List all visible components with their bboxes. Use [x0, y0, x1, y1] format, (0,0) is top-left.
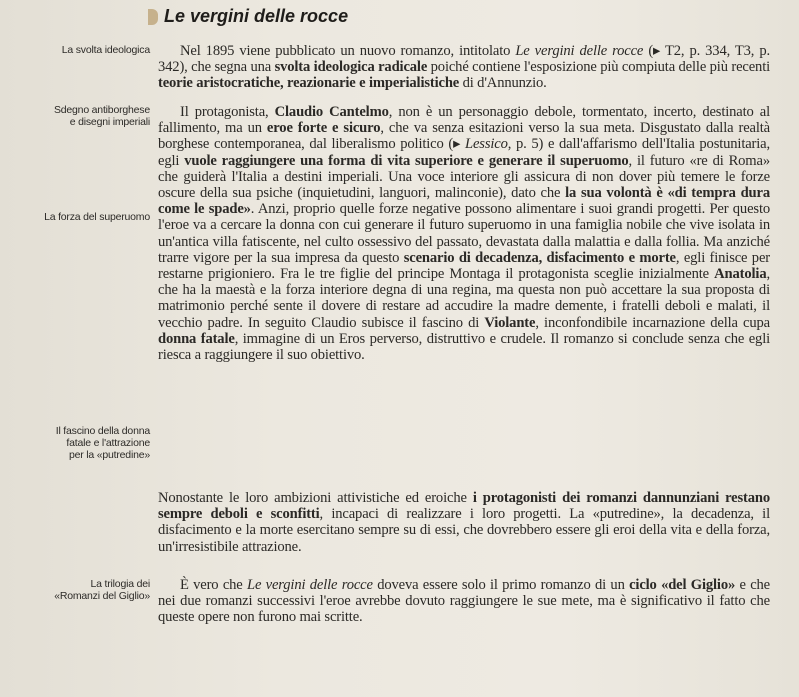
text-run: , che va senza esitazioni verso la sua meta. Disgustato dalla realtà borghese contemporanea, dal liberalismo politico (▸ — [158, 120, 770, 153]
side-note-line: Sdegno antiborghese — [53, 104, 150, 116]
key-concept: svolta ideologica radicale — [274, 59, 428, 76]
key-concept: vuole raggiungere una forma di vita superiore e generare il superuomo — [184, 152, 629, 169]
key-concept: teorie aristocratiche, reazionarie e imperialistiche — [158, 75, 460, 92]
side-note-trilogia — [32, 578, 150, 602]
paragraph-svolta — [158, 43, 770, 92]
text-run: . Anzi, proprio quelle forze negative possono alimentare i suoi grandi progetti. Per questo l'eroe va a cercare la donna con cui generare il futuro superuomo in una famiglia nobile che vive isolata in un'antica villa fatiscente, nel culto ossessivo del passato, devastata dalla malattia e dalla follia. Ma anziché trarre vigore per la sua impresa da questo — [158, 201, 770, 266]
text-run: , p. 5) e dall'affarismo dell'Italia postunitaria, egli — [158, 136, 770, 169]
section-title: Le vergini delle rocce — [164, 6, 349, 26]
side-note-svolta — [32, 44, 150, 56]
side-note-line: fatale e l'attrazione — [66, 437, 150, 449]
key-concept: i protagonisti dei romanzi dannunziani restano sempre deboli e sconfitti — [158, 490, 770, 523]
key-concept: ciclo «del Giglio» — [629, 577, 736, 593]
text-run: poiché contiene l'esposizione più compiuta delle più recenti — [427, 59, 771, 76]
text-run: , immagine di un Eros perverso, distruttivo e crudele. Il romanzo si conclude senza che egli riesca a raggiungere il suo obiettivo. — [158, 330, 771, 364]
key-concept: Violante — [484, 314, 536, 331]
heading-marker-icon — [148, 9, 158, 25]
side-note-line: La svolta ideologica — [61, 44, 150, 56]
text-run: , che ha la maestà e la forza interiore degna di una regina, ma questa non può accettare la sua proposta di matrimonio perché sente il dovere di restare ad accudire la madre demente, i fratelli deboli e malati, il vecchio padre. In seguito Claudio subisce il fascino di — [158, 266, 770, 331]
key-concept: la sua volontà è «di tempra dura come le spade» — [158, 185, 770, 218]
paragraph-trilogia — [158, 577, 770, 626]
text-run: Nonostante le loro ambizioni attivistiche ed eroiche — [158, 490, 473, 506]
book-title: Le vergini delle rocce — [515, 43, 644, 59]
side-note-superuomo — [32, 211, 150, 223]
paragraph-protagonista — [158, 104, 770, 363]
text-run: È vero che — [180, 577, 247, 593]
key-concept: donna fatale — [158, 330, 235, 347]
book-title: Le vergini delle rocce — [246, 577, 373, 593]
side-note-line: per la «putredine» — [68, 449, 150, 461]
text-run: e che nei due romanzi successivi l'eroe avrebbe dovuto raggiungere le sue mete, ma è significativo il fatto che queste opere non furono mai scritte. — [158, 577, 770, 626]
text-run: di d'Annunzio. — [459, 75, 547, 92]
side-note-line: Il fascino della donna — [55, 425, 150, 437]
side-note-line: La forza del superuomo — [44, 211, 150, 223]
text-run: , inconfondibile incarnazione della cupa — [535, 314, 770, 331]
side-note-sdegno — [32, 104, 150, 128]
paragraph-nonostante — [158, 490, 770, 555]
key-concept: Anatolia — [714, 266, 767, 283]
key-concept: Claudio Cantelmo — [274, 104, 389, 120]
text-run: Il protagonista, — [180, 104, 275, 120]
text-run: , egli finisce per restarne prigioniero. Fra le tre figlie del principe Montaga il protagonista sceglie inizialmente — [158, 249, 770, 283]
side-note-line: e disegni imperiali — [69, 116, 150, 128]
text-run: Nel 1895 viene pubblicato un nuovo romanzo, intitolato — [180, 43, 516, 59]
text-run: (▸ T2, p. 334, T3, p. 342), che segna una — [158, 43, 770, 76]
section-heading — [148, 6, 348, 27]
text-run: , non è un personaggio debole, tormentato, incerto, destinato al fallimento, ma un — [158, 104, 770, 137]
key-concept: scenario di decadenza, disfacimento e morte — [403, 249, 676, 266]
lessico-reference: Lessico — [465, 136, 508, 153]
text-run: doveva essere solo il primo romanzo di un — [372, 577, 630, 593]
side-note-line: «Romanzi del Giglio» — [54, 590, 150, 602]
text-run: , incapaci di realizzare i loro progetti. La «putredine», la decadenza, il disfacimento e la morte esercitano sempre su di essi, che dovrebbero essere gli eroi della vita e della forza, un'irresistibile attrazione. — [158, 506, 770, 555]
side-note-line: La trilogia dei — [90, 578, 150, 590]
text-run: , il futuro «re di Roma» che guiderà l'Italia a destini imperiali. Una voce interiore gli assicura di non dover più temere le forze oscure della sua psiche (inquietudini, languori, malinconie), dato che — [158, 152, 770, 202]
side-note-donna-fatale — [32, 425, 150, 461]
key-concept: eroe forte e sicuro — [266, 120, 381, 137]
